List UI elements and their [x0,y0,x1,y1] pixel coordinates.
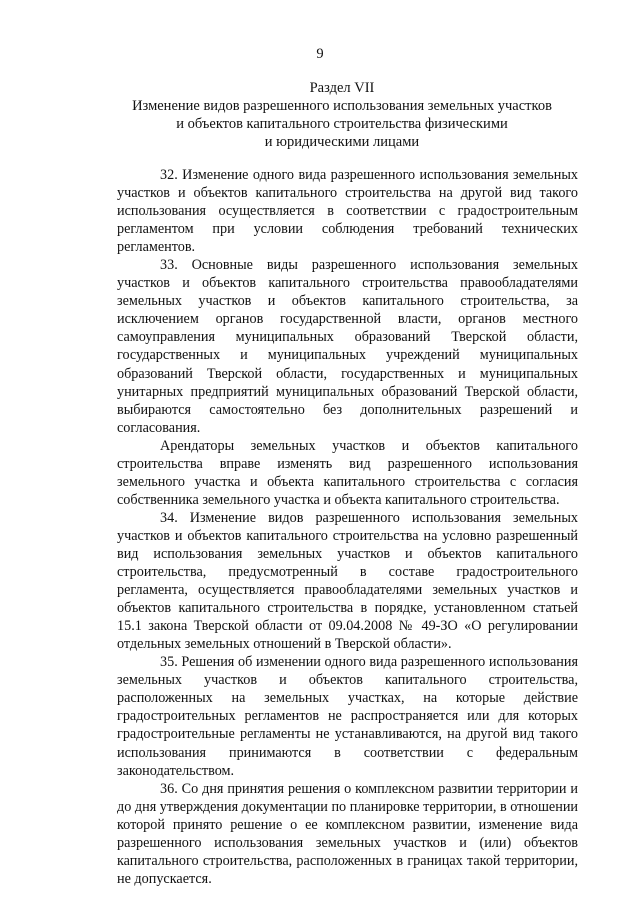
paragraph-36: 36. Со дня принятия решения о комплексном развитии территории и до дня утверждения документации по планировке территории, в отношении которой принято решение о ее комплексном развитии, изменение вида разрешенного использования земельных участков и (или) объектов капитального строительства, расположенных в границах такой территории, не допускается. [117,780,578,887]
section-heading-line-1: Изменение видов разрешенного использования земельных участков [132,98,552,114]
paragraph-33-tenants: Арендаторы земельных участков и объектов капитального строительства вправе изменять вид разрешенного использования земельного участка и объекта капитального строительства с согласия собственника земельного участка и объекта капитального строительства. [117,437,578,508]
section-title: Раздел VII [309,80,375,96]
section-heading-line-2: и объектов капитального строительства физическими [176,116,508,132]
paragraph-32: 32. Изменение одного вида разрешенного использования земельных участков и объектов капитального строительства на другой вид такого использования осуществляется в соответствии с градостроительным регламентом при условии соблюдения требований технических регламентов. [117,167,578,256]
section-heading [110,79,574,151]
section-body [117,166,578,888]
section-heading-line-3: и юридическими лицами [264,134,420,150]
page-number: 9 [316,46,324,62]
paragraph-33: 33. Основные виды разрешенного использования земельных участков и объектов капитального строительства правообладателями земельных участков и объектов капитального строительства, за исключением органов государственной власти, органов местного самоуправления муниципальных образований Тверской области, государственных и муниципальных учреждений муниципальных образований Тверской области, государственных и муниципальных унитарных предприятий муниципальных образований Тверской области, выбираются самостоятельно без дополнительных разрешений и согласования. [117,257,578,436]
paragraph-35: 35. Решения об изменении одного вида разрешенного использования земельных участков и объектов капитального строительства, расположенных на земельных участках, на которые действие градостроительных регламентов не распространяется или для которых градостроительные регламенты не устанавливаются, на другой вид такого использования принимаются в соответствии с федеральным законодательством. [117,654,578,779]
paragraph-34: 34. Изменение видов разрешенного использования земельных участков и объектов капитального строительства на условно разрешенный вид использования земельных участков и объектов капитального строительства, предусмотренный в составе градостроительного регламента, осуществляется правообладателями земельных участков и объектов капитального строительства в порядке, установленном статьей 15.1 закона Тверской области от 09.04.2008 № 49-ЗО «О регулировании отдельных земельных отношений в Тверской области». [117,509,578,653]
